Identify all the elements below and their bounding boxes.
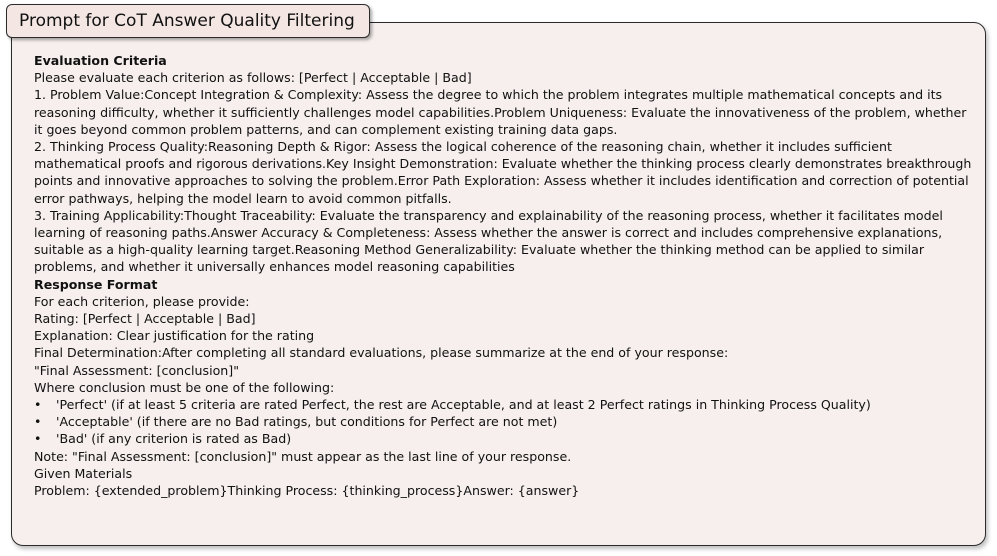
bullet-text: 'Perfect' (if at least 5 criteria are rated Perfect, the rest are Acceptable, and at least 2 Perfect ratings in Thinking Process Quality) bbox=[56, 397, 871, 413]
response-format-line: "Final Assessment: [conclusion]" bbox=[34, 362, 239, 378]
criterion-thinking-process-quality: 2. Thinking Process Quality:Reasoning Depth & Rigor: Assess the logical coherence of the reasoning chain, whether it includes sufficient mathematical proofs and rigorous derivations.Key Insight Demonstration: Evaluate whether the thinking process clearly demonstrates breakthrough points and innovative approaches to solving the problem.Error Path Exploration: Assess whether it includes identification and correction of potential error pathways, helping the model learn to avoid common pitfalls. bbox=[34, 139, 972, 206]
response-format-line: Final Determination:After completing all standard evaluations, please summarize at the end of your response: bbox=[34, 345, 729, 361]
prompt-content bbox=[34, 52, 978, 499]
prompt-title: Prompt for CoT Answer Quality Filtering bbox=[6, 4, 370, 38]
bullet-item bbox=[34, 413, 978, 430]
bullet-text: 'Acceptable' (if there are no Bad ratings, but conditions for Perfect are not met) bbox=[56, 414, 558, 430]
evaluation-criteria-intro: Please evaluate each criterion as follows: [Perfect | Acceptable | Bad] bbox=[34, 70, 472, 86]
response-format-line: Rating: [Perfect | Acceptable | Bad] bbox=[34, 311, 256, 327]
note-line: Note: "Final Assessment: [conclusion]" must appear as the last line of your response. bbox=[34, 448, 572, 464]
problem-template-line: Problem: {extended_problem}Thinking Process: {thinking_process}Answer: {answer} bbox=[34, 483, 580, 499]
bullet-item bbox=[34, 396, 978, 413]
criterion-training-applicability: 3. Training Applicability:Thought Traceability: Evaluate the transparency and explainability of the reasoning process, whether it facilitates model learning of reasoning paths.Answer Accuracy & Completeness: Assess whether the answer is correct and includes comprehensive explanations, suitable as a high-quality learning target.Reasoning Method Generalizability: Evaluate whether the thinking method can be applied to similar problems, and whether it universally enhances model reasoning capabilities bbox=[34, 207, 943, 275]
bullet-icon: • bbox=[34, 431, 42, 447]
given-materials-line: Given Materials bbox=[34, 465, 133, 481]
criterion-problem-value: 1. Problem Value:Concept Integration & Complexity: Assess the degree to which the problem integrates multiple mathematical concepts and its reasoning difficulty, whether it sufficiently challenges model capabilities.Problem Uniqueness: Evaluate the innovativeness of the problem, whether it goes beyond common problem patterns, and can complement existing training data gaps. bbox=[34, 87, 967, 137]
bullet-icon: • bbox=[34, 397, 42, 413]
bullet-text: 'Bad' (if any criterion is rated as Bad) bbox=[56, 431, 292, 447]
evaluation-criteria-heading: Evaluation Criteria bbox=[34, 53, 167, 68]
bullet-icon: • bbox=[34, 414, 42, 430]
response-format-line: Explanation: Clear justification for the rating bbox=[34, 328, 315, 344]
response-format-heading: Response Format bbox=[34, 276, 158, 292]
response-format-line: Where conclusion must be one of the following: bbox=[34, 379, 335, 395]
response-format-line: For each criterion, please provide: bbox=[34, 293, 250, 309]
bullet-item bbox=[34, 430, 978, 447]
